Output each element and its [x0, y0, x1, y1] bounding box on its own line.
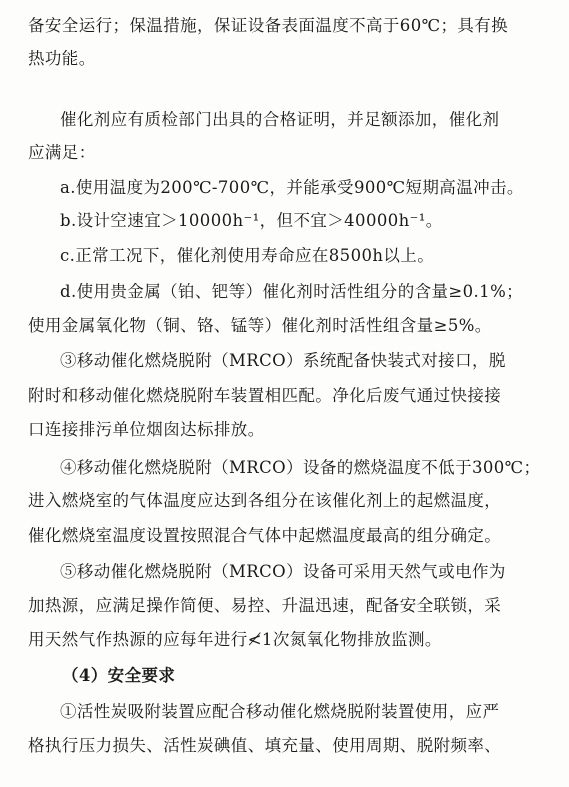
text-line-3: 催化剂应有质检部门出具的合格证明，并足额添加，催化剂 — [60, 110, 500, 129]
text-line-2: 热功能。 — [28, 49, 96, 68]
text-line-20: ①活性炭吸附装置应配合移动催化燃烧脱附装置使用，应严 — [60, 702, 500, 721]
text-line-5: a.使用温度为200℃-700℃，并能承受900℃短期高温冲击。 — [60, 178, 524, 197]
text-line-13: ④移动催化燃烧脱附（MRCO）设备的燃烧温度不低于300℃； — [60, 458, 541, 477]
text-line-7: c.正常工况下，催化剂使用寿命应在8500h以上。 — [60, 246, 435, 265]
text-line-9: 使用金属氧化物（铜、铬、锰等）催化剂时活性组含量≥5%。 — [28, 316, 492, 335]
text-line-12: 口连接排污单位烟囱达标排放。 — [28, 420, 265, 439]
text-line-15: 催化燃烧室温度设置按照混合气体中起燃温度最高的组分确定。 — [28, 526, 502, 545]
text-line-1: 备安全运行；保温措施，保证设备表面温度不高于60℃；具有换 — [28, 16, 509, 35]
text-line-6: b.设计空速宜＞10000h⁻¹，但不宜＞40000h⁻¹。 — [60, 211, 443, 230]
text-line-10: ③移动催化燃烧脱附（MRCO）系统配备快装式对接口，脱 — [60, 351, 506, 370]
text-line-14: 进入燃烧室的气体温度应达到各组分在该催化剂上的起燃温度， — [28, 491, 502, 510]
text-line-21: 格执行压力损失、活性炭碘值、填充量、使用周期、脱附频率、 — [28, 736, 502, 755]
text-line-16: ⑤移动催化燃烧脱附（MRCO）设备可采用天然气或电作为 — [60, 562, 506, 581]
section-heading: （4）安全要求 — [62, 666, 176, 685]
text-line-17: 加热源，应满足操作简便、易控、升温迅速，配备安全联锁，采 — [28, 596, 502, 615]
text-line-8: d.使用贵金属（铂、钯等）催化剂时活性组分的含量≥0.1%； — [60, 282, 524, 301]
text-line-18: 用天然气作热源的应每年进行≮1次氮氧化物排放监测。 — [28, 630, 442, 649]
text-line-4: 应满足： — [28, 143, 96, 162]
text-line-11: 附时和移动催化燃烧脱附车装置相匹配。净化后废气通过快接接 — [28, 386, 502, 405]
